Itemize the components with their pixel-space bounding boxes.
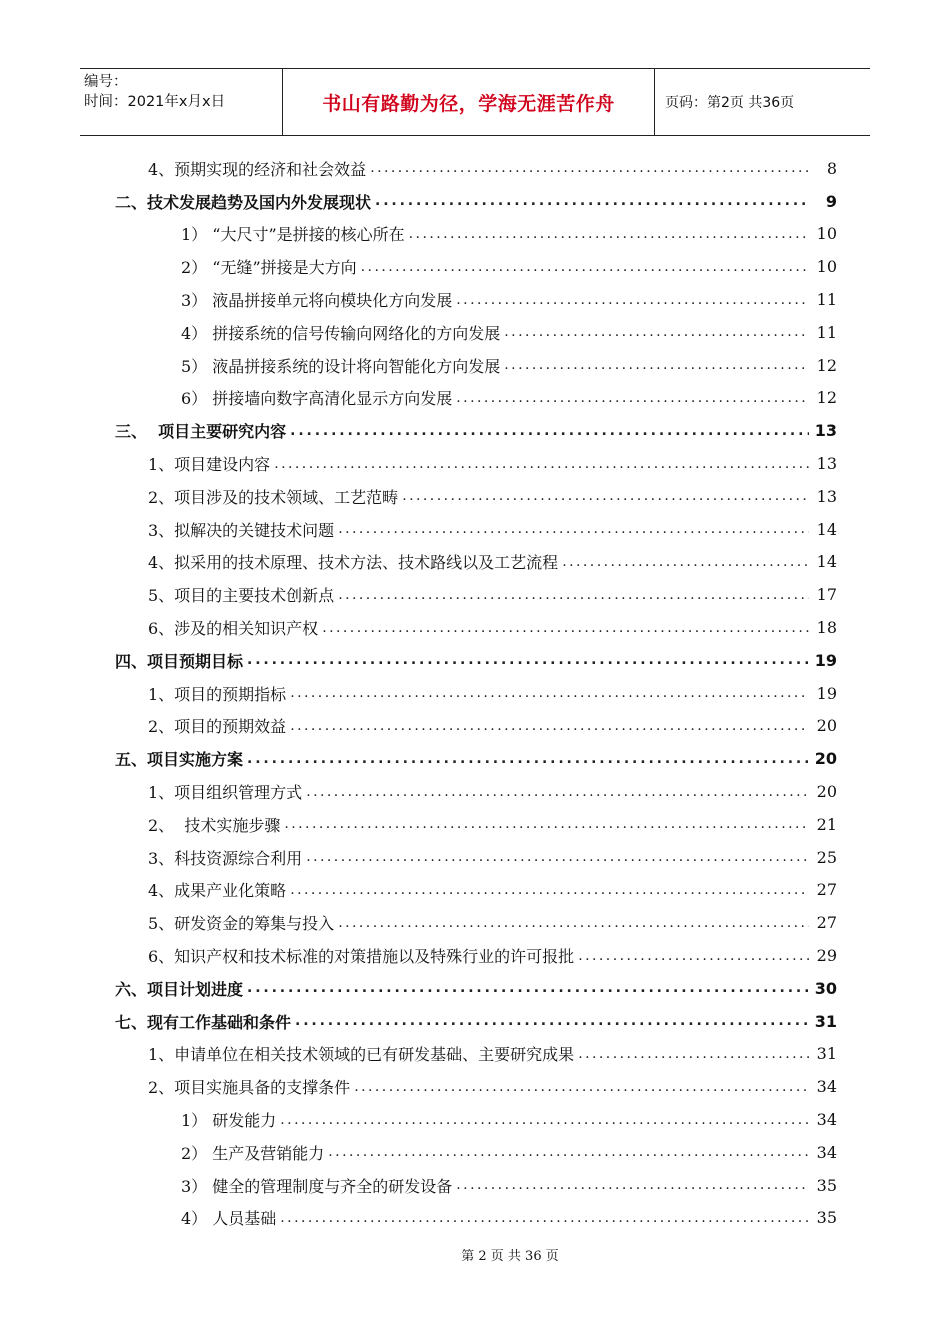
toc-entry-page: 13 (811, 421, 837, 440)
toc-entry-page: 14 (811, 552, 837, 571)
toc-entry-page: 27 (811, 913, 837, 932)
toc-entry[interactable] (0, 349, 950, 382)
toc-entry-title: 1、项目的预期指标 (148, 682, 288, 705)
toc-leader-dots (456, 1177, 809, 1193)
header-page-code: 页码：第2页 共36页 (665, 95, 795, 111)
toc-entry-page: 19 (811, 651, 837, 670)
toc-entry-title: 5、研发资金的筹集与投入 (148, 911, 336, 934)
page-header (80, 68, 870, 136)
toc-leader-dots (562, 554, 809, 570)
toc-entry-page: 17 (811, 585, 837, 604)
toc-leader-dots (456, 390, 809, 406)
toc-entry[interactable] (0, 578, 950, 611)
toc-entry-page: 9 (811, 192, 837, 211)
toc-leader-dots (306, 849, 809, 865)
toc-leader-dots (290, 423, 809, 439)
toc-entry[interactable] (0, 841, 950, 874)
toc-entry-page: 14 (811, 520, 837, 539)
toc-entry-page: 20 (811, 749, 837, 768)
toc-leader-dots (280, 1112, 809, 1128)
toc-entry[interactable] (0, 546, 950, 579)
toc-entry-page: 11 (811, 290, 837, 309)
toc-entry-page: 34 (811, 1077, 837, 1096)
toc-leader-dots (284, 816, 809, 832)
toc-leader-dots (354, 1079, 809, 1095)
toc-entry-title: 2、项目实施具备的支撑条件 (148, 1075, 352, 1098)
table-of-contents (0, 152, 950, 1234)
toc-entry[interactable] (0, 316, 950, 349)
toc-leader-dots (402, 488, 809, 504)
toc-entry-page: 35 (811, 1208, 837, 1227)
toc-entry-title: 6） 拼接墙向数字高清化显示方向发展 (181, 386, 454, 409)
toc-entry-title: 4、成果产业化策略 (148, 878, 288, 901)
toc-entry[interactable] (0, 185, 950, 218)
toc-entry-page: 21 (811, 815, 837, 834)
toc-leader-dots (578, 948, 809, 964)
toc-leader-dots (247, 652, 809, 668)
toc-entry-title: 4） 人员基础 (181, 1206, 278, 1229)
toc-entry[interactable] (0, 939, 950, 972)
toc-entry[interactable] (0, 644, 950, 677)
toc-entry-title: 四、项目预期目标 (115, 649, 245, 672)
toc-entry[interactable] (0, 414, 950, 447)
toc-leader-dots (338, 915, 809, 931)
toc-entry-title: 6、知识产权和技术标准的对策措施以及特殊行业的许可报批 (148, 944, 576, 967)
toc-entry[interactable] (0, 513, 950, 546)
toc-entry[interactable] (0, 250, 950, 283)
toc-entry-title: 2、 技术实施步骤 (148, 813, 282, 836)
toc-entry-page: 35 (811, 1176, 837, 1195)
toc-entry[interactable] (0, 1202, 950, 1235)
toc-entry-page: 30 (811, 979, 837, 998)
header-time-label: 时间：2021年x月x日 (84, 94, 226, 110)
toc-entry-title: 1） 研发能力 (181, 1108, 278, 1131)
toc-entry-page: 11 (811, 323, 837, 342)
header-motto: 书山有路勤为径，学海无涯苦作舟 (282, 69, 655, 135)
toc-entry-title: 5） 液晶拼接系统的设计将向智能化方向发展 (181, 354, 502, 377)
toc-entry[interactable] (0, 775, 950, 808)
toc-entry-page: 29 (811, 946, 837, 965)
toc-entry[interactable] (0, 874, 950, 907)
toc-entry[interactable] (0, 742, 950, 775)
toc-entry-title: 1、项目建设内容 (148, 452, 272, 475)
toc-entry[interactable] (0, 152, 950, 185)
toc-entry-title: 1） “大尺寸”是拼接的核心所在 (181, 222, 407, 245)
toc-entry-page: 8 (811, 159, 837, 178)
toc-leader-dots (280, 1210, 809, 1226)
toc-entry[interactable] (0, 1005, 950, 1038)
toc-entry-page: 12 (811, 356, 837, 375)
toc-leader-dots (247, 751, 809, 767)
toc-entry[interactable] (0, 1103, 950, 1136)
header-number-label: 编号： (84, 74, 128, 90)
toc-entry-title: 3） 健全的管理制度与齐全的研发设备 (181, 1174, 454, 1197)
toc-entry-page: 13 (811, 487, 837, 506)
toc-entry[interactable] (0, 480, 950, 513)
toc-entry-page: 10 (811, 224, 837, 243)
toc-entry[interactable] (0, 611, 950, 644)
toc-leader-dots (290, 685, 809, 701)
toc-entry-title: 三、 项目主要研究内容 (115, 419, 288, 442)
toc-leader-dots (370, 160, 809, 176)
toc-entry-page: 19 (811, 684, 837, 703)
toc-leader-dots (247, 980, 809, 996)
toc-entry-title: 1、申请单位在相关技术领域的已有研发基础、主要研究成果 (148, 1042, 576, 1065)
toc-entry[interactable] (0, 1038, 950, 1071)
page-footer: 第 2 页 共 36 页 (461, 1249, 559, 1264)
toc-entry-page: 31 (811, 1044, 837, 1063)
toc-entry[interactable] (0, 1136, 950, 1169)
toc-entry-page: 34 (811, 1143, 837, 1162)
toc-entry-title: 2、项目的预期效益 (148, 714, 288, 737)
toc-entry[interactable] (0, 382, 950, 415)
toc-entry-title: 4、拟采用的技术原理、技术方法、技术路线以及工艺流程 (148, 550, 560, 573)
toc-leader-dots (290, 882, 809, 898)
toc-leader-dots (504, 357, 809, 373)
toc-leader-dots (578, 1046, 809, 1062)
toc-entry-title: 二、技术发展趋势及国内外发展现状 (115, 190, 373, 213)
toc-leader-dots (290, 718, 809, 734)
toc-entry-page: 18 (811, 618, 837, 637)
toc-entry-title: 2、项目涉及的技术领域、工艺范畴 (148, 485, 400, 508)
toc-entry-title: 六、项目计划进度 (115, 977, 245, 1000)
toc-leader-dots (338, 587, 809, 603)
toc-entry-page: 20 (811, 782, 837, 801)
toc-entry-page: 20 (811, 716, 837, 735)
toc-entry-title: 3、拟解决的关键技术问题 (148, 518, 336, 541)
toc-entry[interactable] (0, 1070, 950, 1103)
toc-entry-title: 七、现有工作基础和条件 (115, 1010, 293, 1033)
toc-leader-dots (409, 226, 809, 242)
toc-leader-dots (306, 784, 809, 800)
toc-leader-dots (504, 324, 809, 340)
toc-leader-dots (375, 193, 809, 209)
toc-entry-title: 2） “无缝”拼接是大方向 (181, 255, 359, 278)
toc-entry[interactable] (0, 677, 950, 710)
toc-entry-title: 2） 生产及营销能力 (181, 1141, 326, 1164)
toc-entry-title: 5、项目的主要技术创新点 (148, 583, 336, 606)
toc-entry-page: 25 (811, 848, 837, 867)
toc-entry-page: 31 (811, 1012, 837, 1031)
toc-entry[interactable] (0, 972, 950, 1005)
toc-entry-page: 13 (811, 454, 837, 473)
toc-entry-title: 6、涉及的相关知识产权 (148, 616, 320, 639)
toc-entry-title: 3、科技资源综合利用 (148, 846, 304, 869)
toc-entry-title: 五、项目实施方案 (115, 747, 245, 770)
header-meta (80, 69, 282, 135)
toc-leader-dots (274, 456, 809, 472)
toc-leader-dots (322, 620, 809, 636)
toc-entry-page: 12 (811, 388, 837, 407)
toc-entry[interactable] (0, 1169, 950, 1202)
toc-entry-title: 1、项目组织管理方式 (148, 780, 304, 803)
toc-entry-page: 10 (811, 257, 837, 276)
toc-entry[interactable] (0, 906, 950, 939)
toc-entry-title: 4） 拼接系统的信号传输向网络化的方向发展 (181, 321, 502, 344)
toc-entry[interactable] (0, 283, 950, 316)
toc-entry[interactable] (0, 218, 950, 251)
toc-entry[interactable] (0, 447, 950, 480)
toc-leader-dots (338, 521, 809, 537)
toc-leader-dots (328, 1144, 809, 1160)
toc-entry[interactable] (0, 808, 950, 841)
toc-entry-title: 3） 液晶拼接单元将向模块化方向发展 (181, 288, 454, 311)
toc-leader-dots (361, 259, 809, 275)
toc-entry-title: 4、预期实现的经济和社会效益 (148, 157, 368, 180)
toc-entry-page: 34 (811, 1110, 837, 1129)
toc-leader-dots (456, 292, 809, 308)
toc-entry[interactable] (0, 710, 950, 743)
toc-leader-dots (295, 1013, 809, 1029)
toc-entry-page: 27 (811, 880, 837, 899)
